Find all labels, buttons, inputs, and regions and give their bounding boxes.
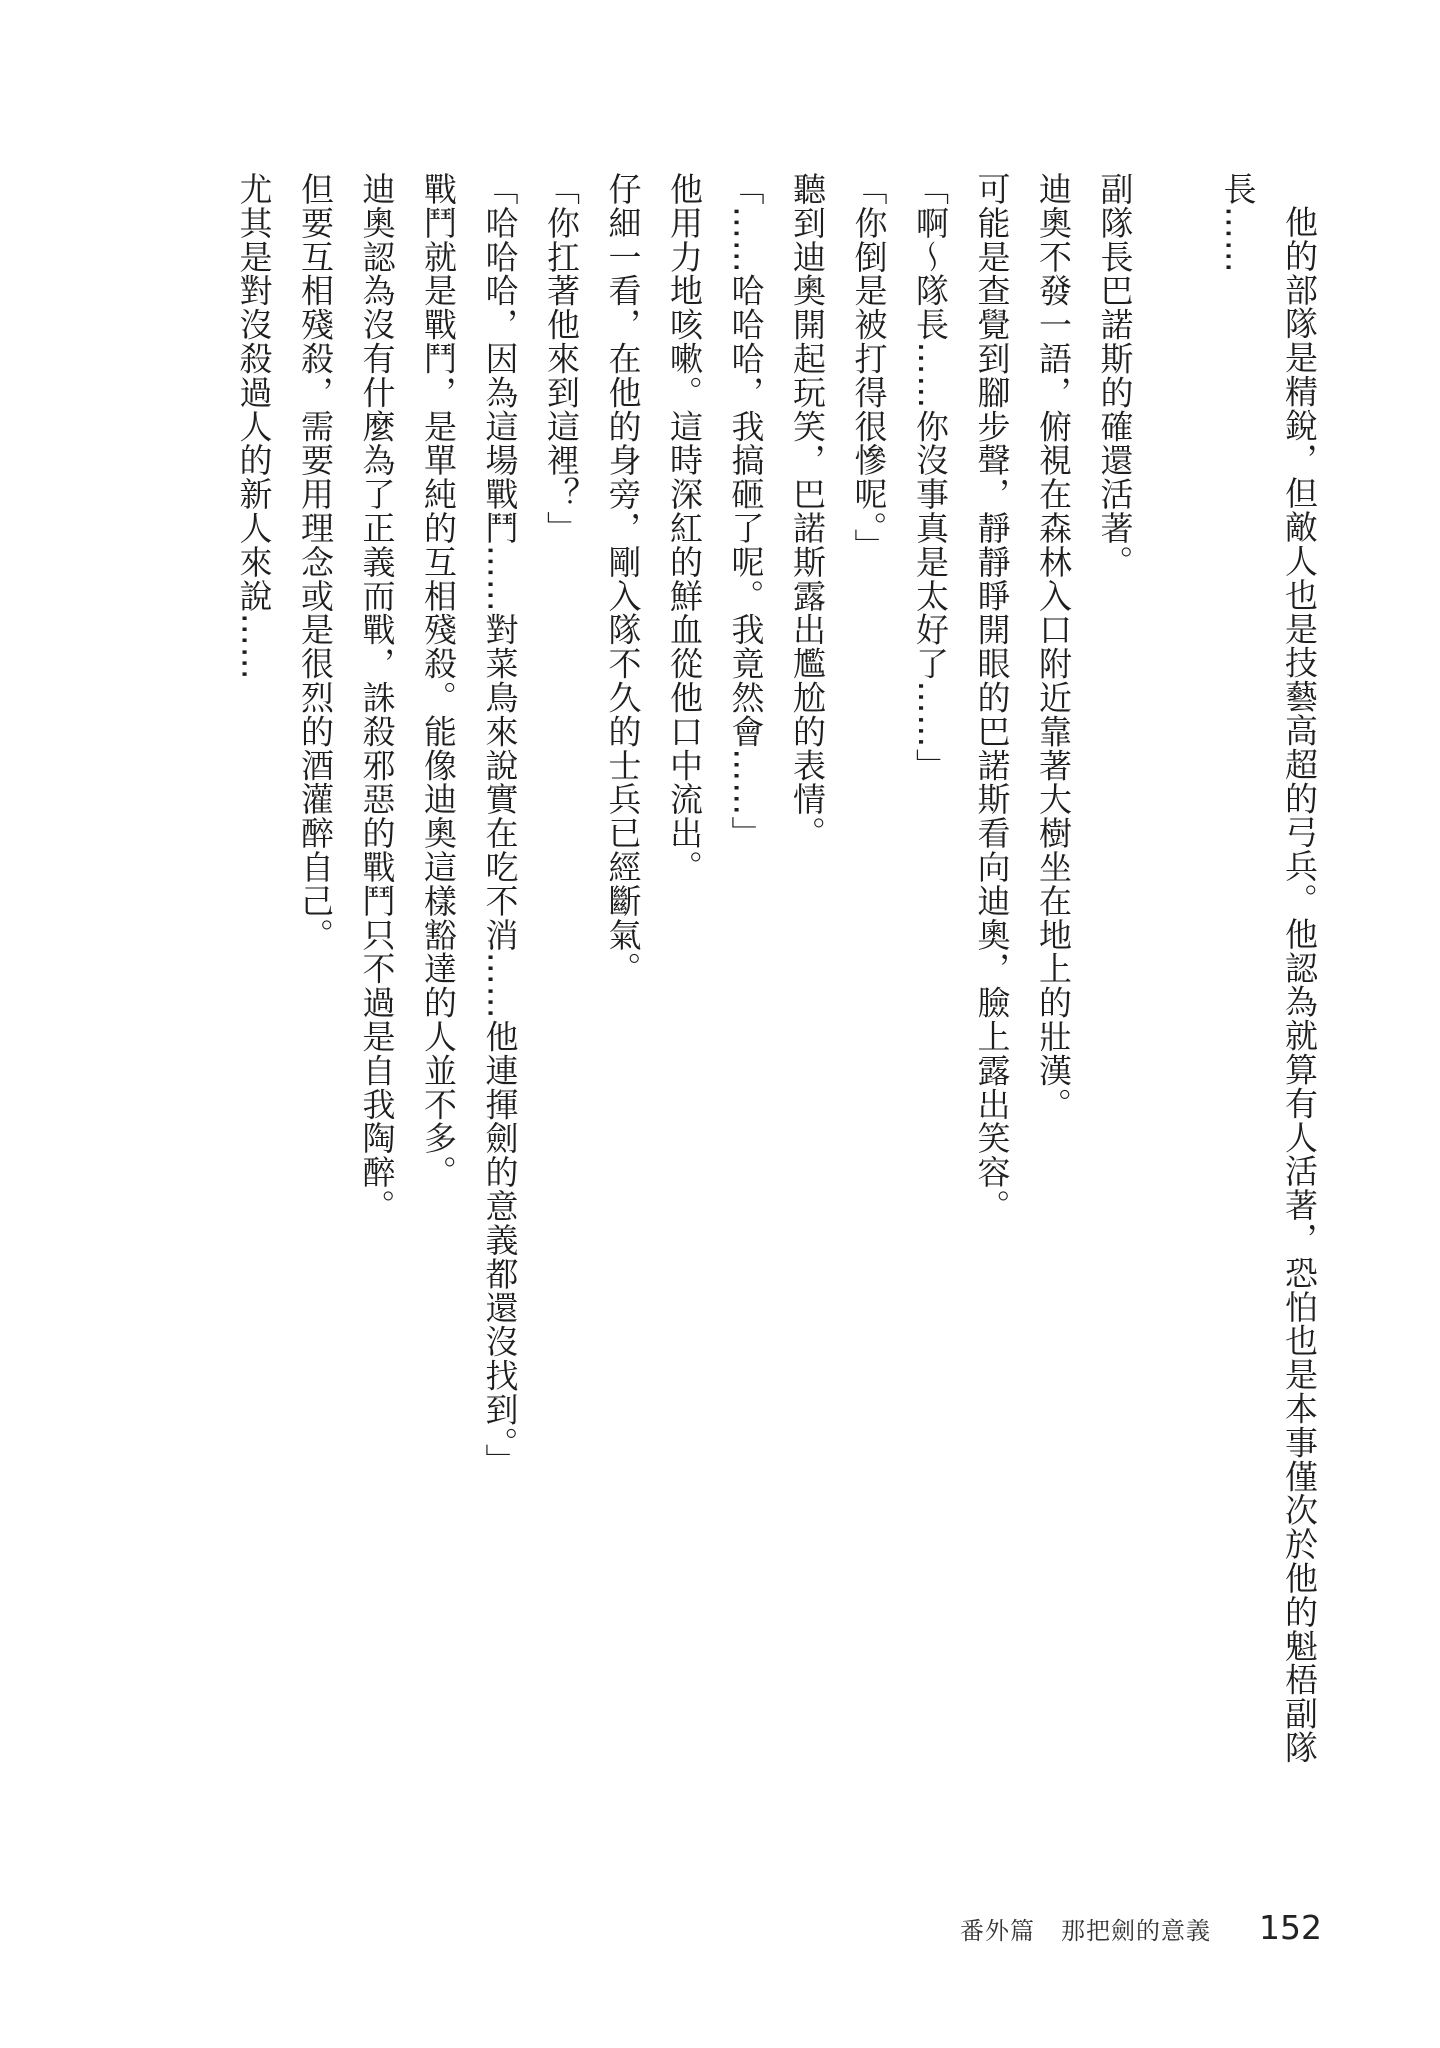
chapter-title: 那把劍的意義 <box>1061 1917 1211 1945</box>
dialogue-line: 「……哈哈哈，我搞砸了呢。我竟然會……」 <box>726 172 766 850</box>
paragraph-spacer <box>1146 172 1208 1822</box>
paragraph: 仔細一看，在他的身旁，剛入隊不久的士兵已經斷氣。 <box>603 172 643 986</box>
dialogue-line: 「啊～隊長……你沒事真是太好了……」 <box>911 172 950 783</box>
paragraph: 聽到迪奧開起玩笑，巴諾斯露出尷尬的表情。 <box>788 172 827 850</box>
dialogue-line: 「你倒是被打得很慘呢。」 <box>849 172 889 563</box>
page-footer <box>960 1908 1322 1947</box>
paragraph: 但要互相殘殺，需要用理念或是很烈的酒灌醉自己。 <box>296 172 335 952</box>
paragraph: 迪奧不發一語，俯視在森林入口附近靠著大樹坐在地上的壯漢。 <box>1034 172 1073 1122</box>
paragraph: 他的部隊是精銳，但敵人也是技藝高超的弓兵。他認為就算有人活著，恐怕也是本事僅次於他的魁梧副隊長…… <box>1218 172 1319 1765</box>
paragraph: 他用力地咳嗽。這時深紅的鮮血從他口中流出。 <box>665 172 704 884</box>
paragraph: 可能是查覺到腳步聲，靜靜睜開眼的巴諾斯看向迪奧，臉上露出笑容。 <box>972 172 1012 1223</box>
paragraph: 迪奧認為沒有什麼為了正義而戰，誅殺邪惡的戰鬥只不過是自我陶醉。 <box>357 172 397 1223</box>
dialogue-line: 「哈哈哈，因為這場戰鬥……對菜鳥來說實在吃不消……他連揮劍的意義都還沒找到。」 <box>480 172 520 1478</box>
vertical-text-body <box>223 172 1330 1822</box>
paragraph: 尤其是對沒殺過人的新人來說…… <box>234 172 274 681</box>
page-number: 152 <box>1259 1908 1322 1947</box>
chapter-label: 番外篇 <box>960 1917 1035 1945</box>
paragraph: 副隊長巴諾斯的確還活著。 <box>1095 172 1135 579</box>
dialogue-line: 「你扛著他來到這裡？」 <box>542 172 581 545</box>
paragraph: 戰鬥就是戰鬥，是單純的互相殘殺。能像迪奧這樣豁達的人並不多。 <box>419 172 458 1189</box>
running-header <box>960 1911 1211 1946</box>
